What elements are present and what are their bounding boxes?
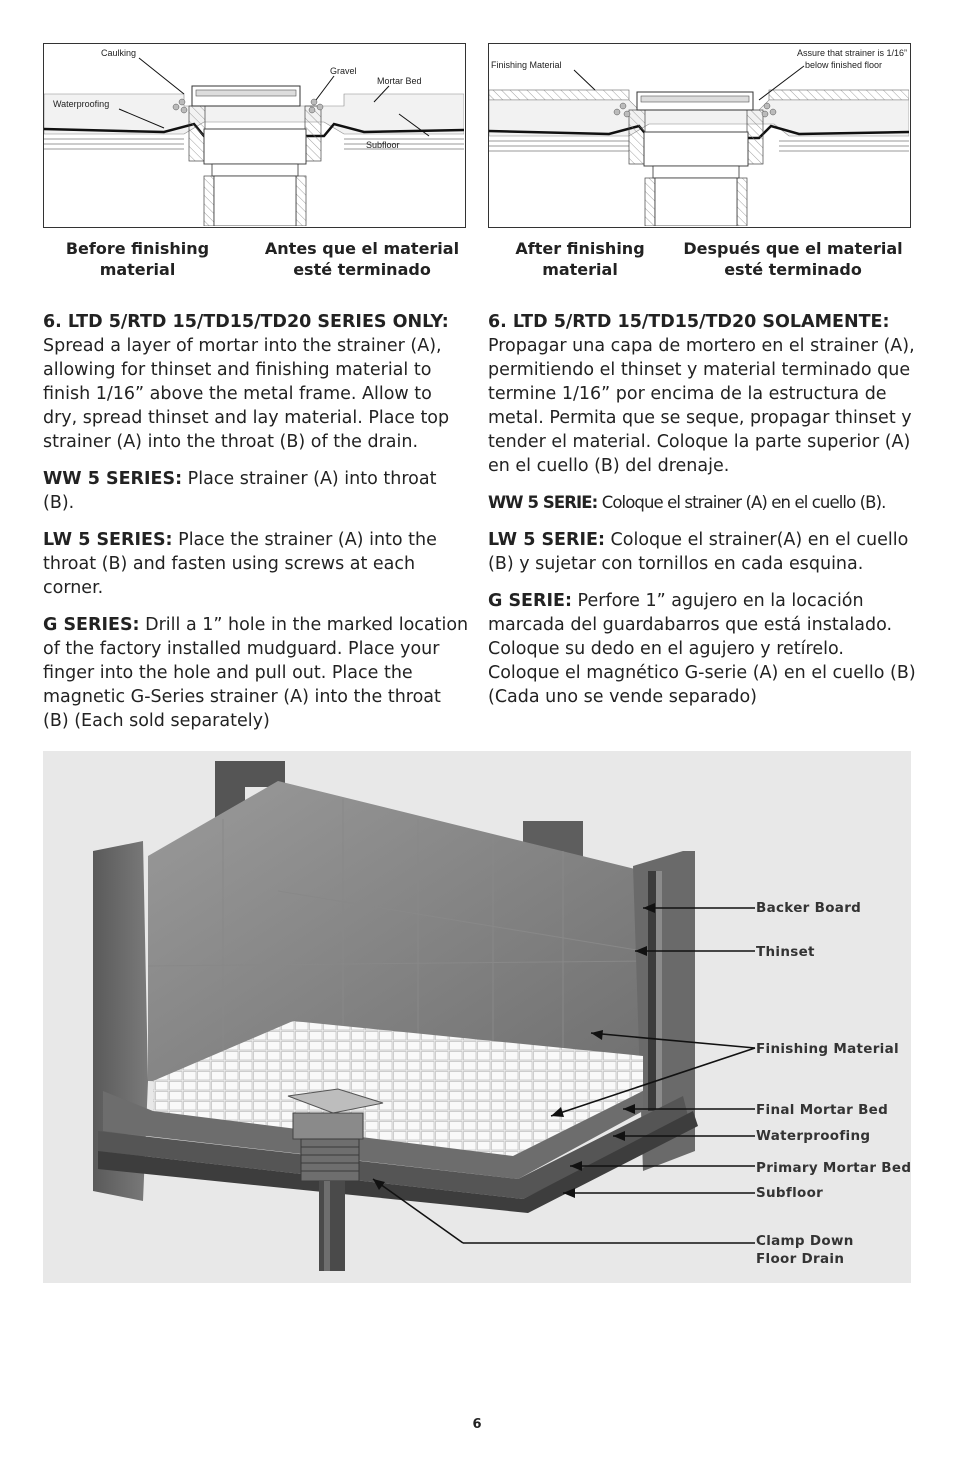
diagram-after-finishing [488, 43, 911, 228]
g-series-body: Drill a 1” hole in the marked location of the factory installed mudguard. Place your finger into the hole and pull out. Place the magnetic G-Series strainer (A) into the throat (B) (Each sold separately) [43, 615, 469, 731]
label-subfloor: Subfloor [366, 140, 400, 150]
lw5-english [43, 528, 471, 600]
ww5-body: Place strainer (A) into throat (B). [43, 469, 437, 513]
label-assure-line1: Assure that strainer is 1/16” [796, 48, 907, 58]
label-primary-mortar-bed: Primary Mortar Bed [756, 1160, 912, 1176]
lw5-body: Place the strainer (A) into the throat (B) and fasten using screws at each corner. [43, 530, 437, 598]
ww5-body-es: Coloque el strainer (A) en el cuello (B). [601, 493, 886, 512]
label-clamp-down-floor-drain [756, 1232, 854, 1268]
label-clamp-line1: Clamp Down [756, 1233, 854, 1249]
caption-after-en: After finishing material [515, 239, 645, 279]
step-6-english [43, 310, 471, 454]
ww5-spanish [488, 491, 916, 515]
lw5-heading: LW 5 SERIES: [43, 530, 173, 550]
label-gravel: Gravel [330, 66, 357, 76]
label-clamp-line2: Floor Drain [756, 1251, 845, 1267]
step-6-spanish [488, 310, 916, 478]
g-series-spanish [488, 589, 916, 709]
label-finishing-material: Finishing Material [491, 60, 562, 70]
label-caulking: Caulking [101, 48, 137, 58]
lw5-body-es: Coloque el strainer(A) en el cuello (B) y sujetar con tornillos en cada esquina. [488, 530, 909, 574]
label-backer-board: Backer Board [756, 900, 862, 916]
step-6-body-es: Propagar una capa de mortero en el strainer (A), permitiendo el thinset y material terminado que termine 1/16” por encima de la estructura de metal. Permita que se seque, propagar thinset y tender el material. Coloque la parte superior (A) en el cuello (B) del drenaje. [488, 336, 915, 476]
label-finishing-material-cutaway: Finishing Material [756, 1041, 899, 1057]
step-6-body: Spread a layer of mortar into the strainer (A), allowing for thinset and finishing material to finish 1/16” above the metal frame. Allow to dry, spread thinset and lay material. Place top strainer (A) into the throat (B) of the drain. [43, 336, 450, 452]
caption-before-es: Antes que el material esté terminado [264, 239, 460, 279]
diagram-before-finishing [43, 43, 466, 228]
caption-before-en: Before finishing material [65, 239, 210, 279]
label-waterproofing: Waterproofing [53, 99, 110, 109]
label-subfloor-cutaway: Subfloor [756, 1185, 824, 1201]
lw5-spanish [488, 528, 916, 576]
g-series-heading: G SERIES: [43, 615, 140, 635]
g-series-heading-es: G SERIE: [488, 591, 572, 611]
label-assure-line2: below finished floor [804, 60, 882, 70]
g-series-body-es: Perfore 1” agujero en la locación marcada del guardabarros que está instalado. Coloque su dedo en el agujero y retírelo. Coloque el magnético G-serie (A) en el cuello (B) (Cada uno se vende separado) [488, 591, 916, 707]
label-mortar-bed: Mortar Bed [377, 76, 422, 86]
page-number: 6 [472, 1417, 482, 1432]
lw5-heading-es: LW 5 SERIE: [488, 530, 605, 550]
label-waterproofing-cutaway: Waterproofing [756, 1128, 871, 1144]
step-6-heading: 6. LTD 5/RTD 15/TD15/TD20 SERIES ONLY: [43, 312, 449, 332]
step-6-heading-es: 6. LTD 5/RTD 15/TD15/TD20 SOLAMENTE: [488, 312, 890, 332]
ww5-heading-es: WW 5 SERIE: [488, 493, 598, 512]
caption-after-es: Después que el material esté terminado [683, 239, 903, 279]
ww5-heading: WW 5 SERIES: [43, 469, 183, 489]
drain-cross-section-after [489, 44, 909, 226]
g-series-english [43, 613, 471, 733]
label-final-mortar-bed: Final Mortar Bed [756, 1102, 889, 1118]
ww5-english [43, 467, 471, 515]
drain-cross-section-before [44, 44, 464, 226]
shower-cutaway-drawing [43, 751, 911, 1283]
instructions-spanish [488, 310, 916, 722]
label-thinset: Thinset [756, 944, 815, 960]
shower-cutaway-illustration [43, 751, 911, 1283]
instructions-english [43, 310, 471, 746]
